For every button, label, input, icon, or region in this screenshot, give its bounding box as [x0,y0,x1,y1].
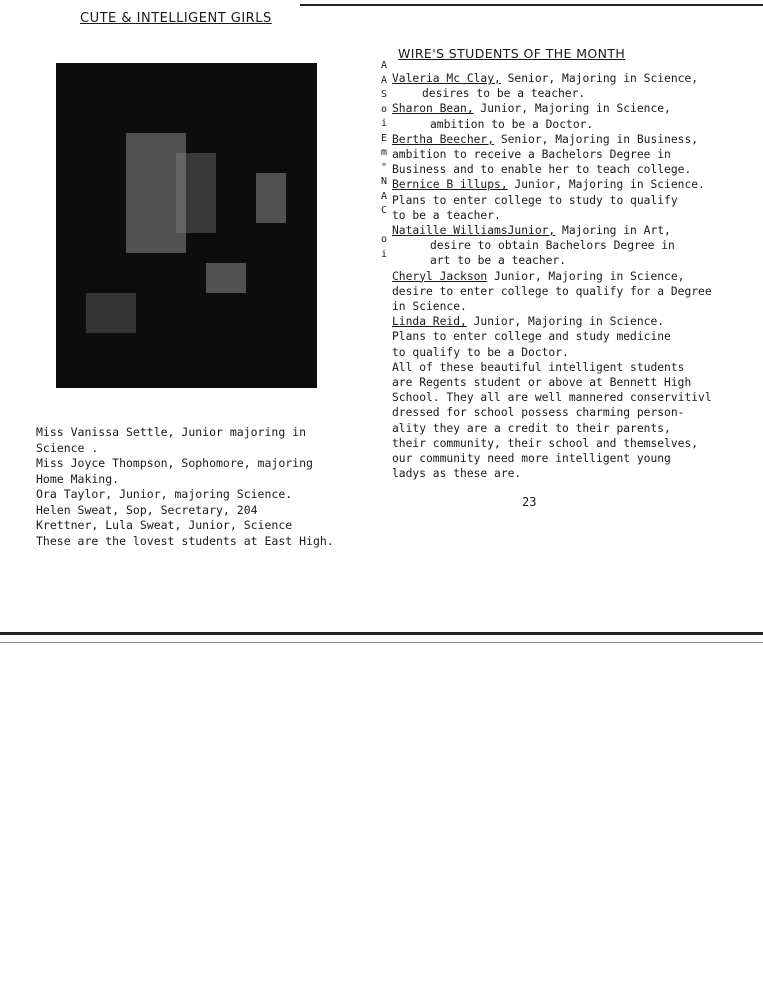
caption-line: These are the lovest students at East High. [36,533,334,548]
student-text: Junior, Majoring in Science, [487,269,685,283]
student-text: in Science. [392,300,467,314]
student-line [392,284,762,299]
student-text: Senior, Majoring in Science, [500,72,699,85]
student-line [392,117,762,132]
vertical-letter: m [380,147,388,158]
student-line [392,253,762,268]
student-line [392,299,762,314]
student-text: ambition to be a Doctor. [430,117,594,131]
student-text: our community need more intelligent young [392,452,671,466]
student-text: to be a teacher. [392,208,501,222]
bottom-rule [0,632,763,635]
student-text: art to be a teacher. [430,254,567,268]
vertical-letter [376,291,392,306]
vertical-letter: A [380,74,388,86]
student-name: Bertha Beecher, [392,132,495,146]
student-text: desire to enter college to qualify for a Degree [392,284,712,298]
group-photo [56,63,317,388]
student-text: Junior, Majoring in Science. [507,178,705,192]
student-line [392,132,762,147]
left-heading: CUTE & INTELLIGENT GIRLS [80,11,272,26]
student-text: Plans to enter college and study medicine [392,330,671,344]
student-text: Business and to enable her to teach college. [392,163,692,177]
student-name: Nataille WilliamsJunior, [392,224,556,238]
student-text: ambition to receive a Bachelors Degree in [392,148,671,162]
student-name: Valeria Mc Clay, [392,72,501,85]
vertical-letter: A [380,60,388,71]
student-text: School. They all are well mannered conservitivl [392,391,712,405]
student-line [392,208,762,223]
vertical-letter: N [380,176,388,187]
student-name: Linda Reid, [392,315,467,329]
right-heading: WIRE'S STUDENTS OF THE MONTH [398,46,626,61]
student-line [392,405,762,420]
student-text: desires to be a teacher. [422,87,586,101]
caption-line: Miss Joyce Thompson, Sophomore, majoring [36,456,313,470]
vertical-letter: E [380,132,388,144]
student-text: All of these beautiful intelligent students [392,360,685,374]
caption-line: Miss Vanissa Settle, Junior majoring in [36,425,307,439]
student-line [392,329,762,344]
student-line [392,71,762,86]
student-text: Plans to enter college to study to qualify [392,193,678,207]
student-text: their community, their school and themselves, [392,436,699,450]
vertical-letter: o [380,234,388,245]
caption-line: Ora Taylor, Junior, majoring Science. [36,487,293,501]
student-text: Senior, Majoring in Business, [494,132,699,146]
vertical-letter: S [380,89,388,100]
student-line [392,238,762,253]
student-line [392,101,762,116]
top-rule [300,4,763,6]
caption-line: Home Making. [36,471,120,486]
bottom-rule-thin [0,642,763,643]
vertical-letter: i [380,118,388,129]
caption-line: Science . [36,440,99,455]
vertical-letter: i [380,248,388,260]
vertical-letter: " [380,161,388,173]
student-line [392,223,762,238]
student-line [392,177,762,192]
student-line [392,451,762,466]
student-line [392,375,762,390]
student-line [392,436,762,451]
student-line [392,193,762,208]
vertical-letters [376,59,392,306]
students-list [392,71,762,481]
student-text: ality they are a credit to their parents, [392,421,671,435]
vertical-letter: C [380,205,388,216]
page-number: 23 [522,495,537,509]
photo-caption [36,425,366,549]
caption-line: Krettner, Lula Sweat, Junior, Science [36,518,293,532]
vertical-letter: A [380,190,388,202]
student-line [392,86,762,101]
caption-line: Helen Sweat, Sop, Secretary, 204 [36,502,258,517]
student-line [392,345,762,360]
student-name: Sharon Bean, [392,102,474,116]
student-name: Cheryl Jackson [392,269,488,283]
student-text: ladys as these are. [392,467,522,481]
student-text: to qualify to be a Doctor. [392,345,569,359]
student-text: Junior, Majoring in Science, [473,102,671,116]
student-text: Junior, Majoring in Science. [466,315,665,329]
student-line [392,269,762,284]
student-line [392,162,762,177]
student-line [392,147,762,162]
student-line [392,421,762,436]
student-line [392,314,762,329]
student-line [392,390,762,405]
student-text: desire to obtain Bachelors Degree in [430,239,675,253]
student-line [392,466,762,481]
student-line [392,360,762,375]
vertical-letter [376,219,392,234]
student-name: Bernice B illups, [392,178,508,192]
student-text: dressed for school possess charming person- [392,406,685,420]
vertical-letter [376,262,392,277]
vertical-letter: o [380,103,388,115]
student-text: Majoring in Art, [555,224,671,238]
vertical-letter [376,277,392,292]
student-text: are Regents student or above at Bennett High [392,376,692,390]
